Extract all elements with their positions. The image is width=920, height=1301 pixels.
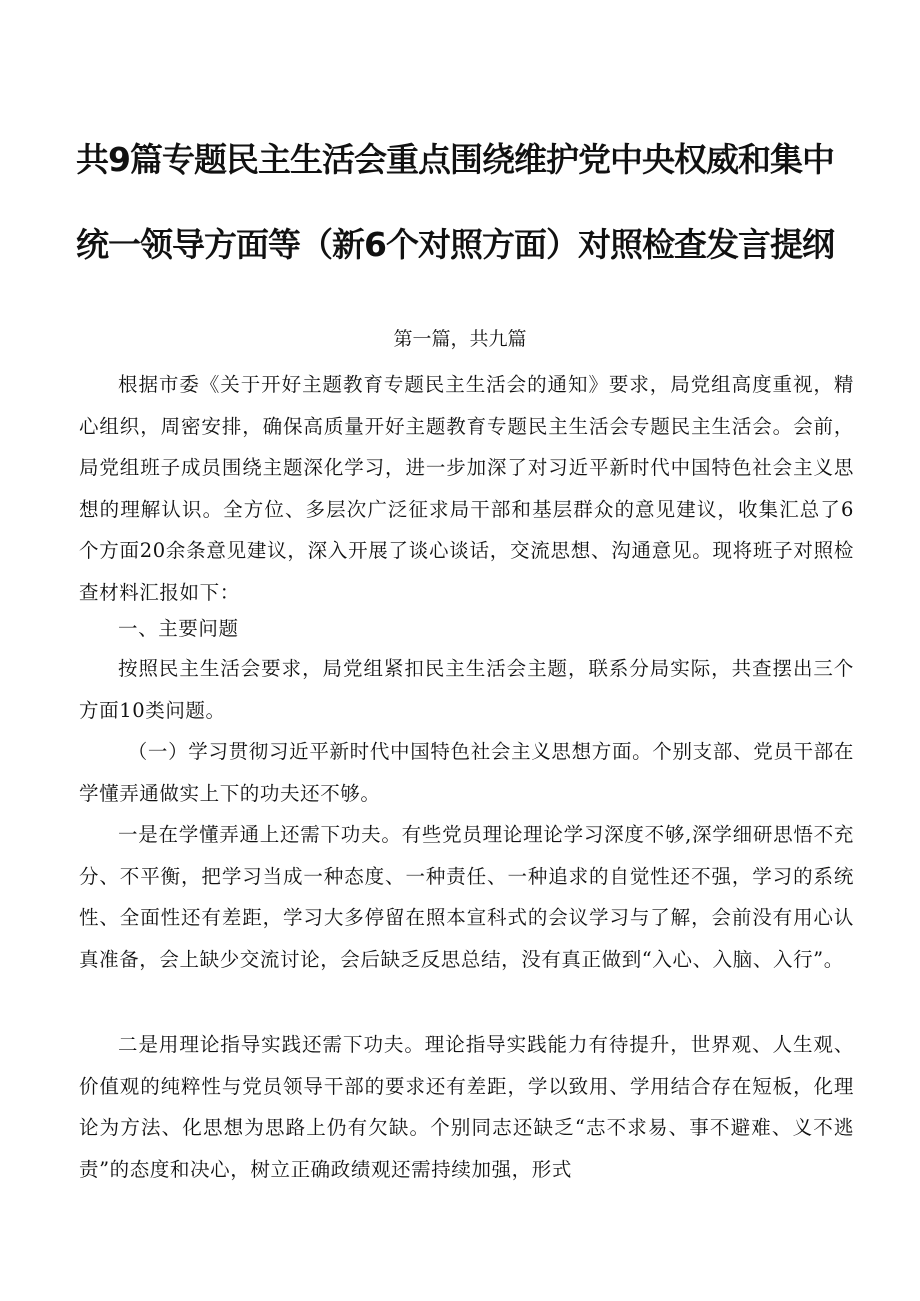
document-title-line-2: 统一领导方面等（新6个对照方面）对照检查发言提纲 (76, 225, 834, 264)
intro-paragraph: 根据市委《关于开好主题教育专题民主生活会的通知》要求，局党组高度重视，精心组织，周密安排，确保高质量开好主题教育专题民主生活会专题民主生活会。会前，局党组班子成员围绕主题深化学习，进一步加深了对习近平新时代中国特色社会主义思想的理解认识。全方位、多层次广泛征求局干部和基层群众的意见建议，收集汇总了6个方面20余条意见建议，深入开展了谈心谈话，交流思想、沟通意见。现将班子对照检查材料汇报如下： (79, 373, 854, 604)
item-1-paragraph: 一是在学懂弄通上还需下功夫。有些党员理论理论学习深度不够,深学细研思悟不充分、不平衡，把学习当成一种态度、一种责任、一种追求的自觉性还不强，学习的系统性、全面性还有差距，学习大多停留在照本宣科式的会议学习与了解，会前没有用心认真准备，会上缺少交流讨论，会后缺乏反思总结，没有真正做到“入心、入脑、入行”。 (79, 823, 854, 971)
heading-main-problems: 一、主要问题 (118, 617, 239, 640)
item-2-paragraph: 二是用理论指导实践还需下功夫。理论指导实践能力有待提升，世界观、人生观、价值观的纯粹性与党员领导干部的要求还有差距，学以致用、学用结合存在短板，化理论为方法、化思想为思路上仍有欠缺。个别同志还缺乏“志不求易、事不避难、义不逃责”的态度和决心，树立正确政绩观还需持续加强，形式 (79, 1033, 854, 1181)
document-title-line-1: 共9篇专题民主生活会重点围绕维护党中央权威和集中 (76, 140, 834, 179)
section-heading: 第一篇，共九篇 (393, 328, 527, 350)
problems-intro-paragraph: 按照民主生活会要求，局党组紧扣民主生活会主题，联系分局实际，共查摆出三个方面10类问题。 (79, 657, 854, 722)
sub-heading-study: （一）学习贯彻习近平新时代中国特色社会主义思想方面。个别支部、党员干部在学懂弄通做实上下的功夫还不够。 (79, 740, 854, 805)
